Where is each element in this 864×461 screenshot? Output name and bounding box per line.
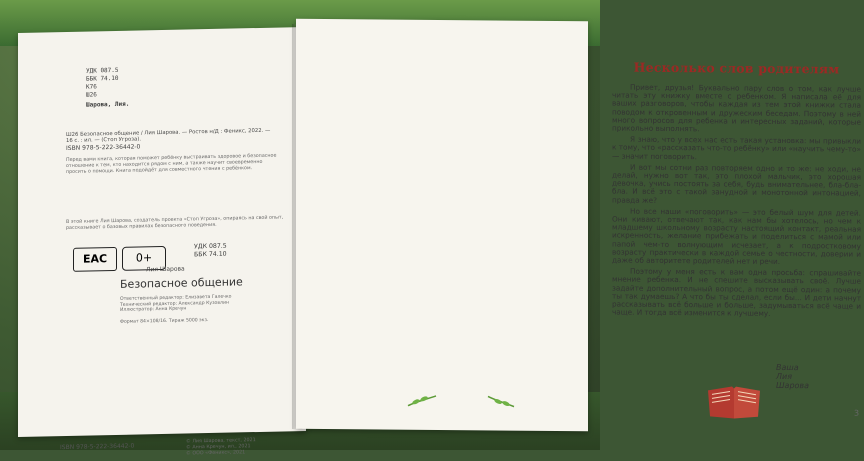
credits xyxy=(120,293,285,325)
age-rating: 0+ xyxy=(122,246,166,271)
title-small: Безопасное общение xyxy=(120,275,243,291)
udk-line: УДК 087.5 xyxy=(86,66,119,75)
udk-bottom-line-1: УДК 087.5 xyxy=(194,242,227,251)
paragraph: Но все наши «поговорить» — это белый шум для детей. Они кивают, отвечают так, как нам бы хотелось, но чем к младшему школьному возрасту настоящий контакт, реальная искренность, желание прибежать и поделиться с мамой или папой чем-то волнующим исчезает, а к подростковому возрасту практически в каждой семье о честности, доверии и даже об авторитете родителей нет и речи. xyxy=(612,206,861,267)
bibliographic-entry: Ш26 Безопасное общение / Лия Шарова. — Ростов н/Д : Феникс, 2022. — 16 с. : ил. — (Стоп Угроза). xyxy=(66,127,271,145)
paragraph: И вот мы сотни раз повторяем одно и то же: не ходи, не делай, нужно вот так, это плохой мальчик, это хорошая девочка, учись постоять за себя, будь внимательнее, бла-бла-бла. И всё это с такой занудной и монотонной интонацией, правда же? xyxy=(612,162,861,205)
left-page xyxy=(18,27,306,457)
paragraph: Привет, друзья! Буквально пару слов о том, как лучше читать эту книжку вместе с ребенком. Я написала её для ваших разговоров, чтобы каждая из тем этой книжки стала поводом к откровенным и дружеским беседам. Поэтому в ней много вопросов для ребенка и интересных заданий, которые прикольно выполнять. xyxy=(612,82,861,134)
body-text xyxy=(612,83,861,322)
paragraph: Поэтому у меня есть к вам одна просьба: спрашивайте мнение ребенка. И не спешите высказывать своё. Лучше задайте дополнительный вопрос, а потом ещё один: а почему ты так думаешь? А что бы ты сделал, если бы... И дети начнут рассказывать всё больше и больше, задумываться всё чаще и чаще. И тогда всё изменится к лучшему. xyxy=(612,266,861,319)
eac-mark: EAC xyxy=(73,247,117,272)
description-block-2: В этой книге Лия Шарова, создатель проекта «Стоп Угроза», опираясь на свой опыт, рассказывает о базовых правилах безопасного поведения. xyxy=(66,215,284,232)
k-line: К76 xyxy=(86,83,97,91)
bbk-line: ББК 74.10 xyxy=(86,74,119,83)
description-block-1: Перед вами книга, которая поможет ребёнку выстраивать здоровое и безопасное отношение к тем, кто находится рядом с ним, а также научит своевременно просить о помощи. Книга подойдёт для совместного чтения с ребёнком. xyxy=(66,153,277,176)
author-bold: Шарова, Лия. xyxy=(86,100,130,109)
author-small: Лия Шарова xyxy=(146,265,185,274)
right-page xyxy=(296,19,861,432)
page-number: 3 xyxy=(854,408,860,418)
page-title: Несколько слов родителям xyxy=(633,59,840,77)
udk-block xyxy=(86,67,129,110)
credits-text: Ответственный редактор: Елизавета Галечко Технический редактор: Александр Кузовлин Иллюстратор: Анна Кречун xyxy=(120,294,232,314)
copyright: © Лия Шарова, текст, 2021 © Анна Кречун, ил., 2021 © ООО «Феникс», 2021 xyxy=(186,438,256,457)
signature: Ваша Лия Шарова xyxy=(776,362,810,391)
udk-bottom-line-2: ББК 74.10 xyxy=(194,250,227,259)
paragraph: Я знаю, что у всех нас есть такая установка: мы привыкли к тому, что «рассказать что-то ребёнку» или «научить чему-то» — значит поговорить. xyxy=(612,134,861,161)
udk-bottom xyxy=(194,243,227,260)
printing-info: Формат 84×108/16. Тираж 5000 экз. xyxy=(120,317,209,325)
leaf-sprig-right-icon xyxy=(486,392,516,410)
code-line: Ш26 xyxy=(86,91,97,99)
leaf-sprig-left-icon xyxy=(406,392,438,410)
isbn-left: ISBN 978-5-222-36442-0 xyxy=(66,143,141,153)
barcode-isbn: ISBN 978-5-222-36442-0 xyxy=(60,442,135,452)
open-book-icon xyxy=(706,382,762,422)
